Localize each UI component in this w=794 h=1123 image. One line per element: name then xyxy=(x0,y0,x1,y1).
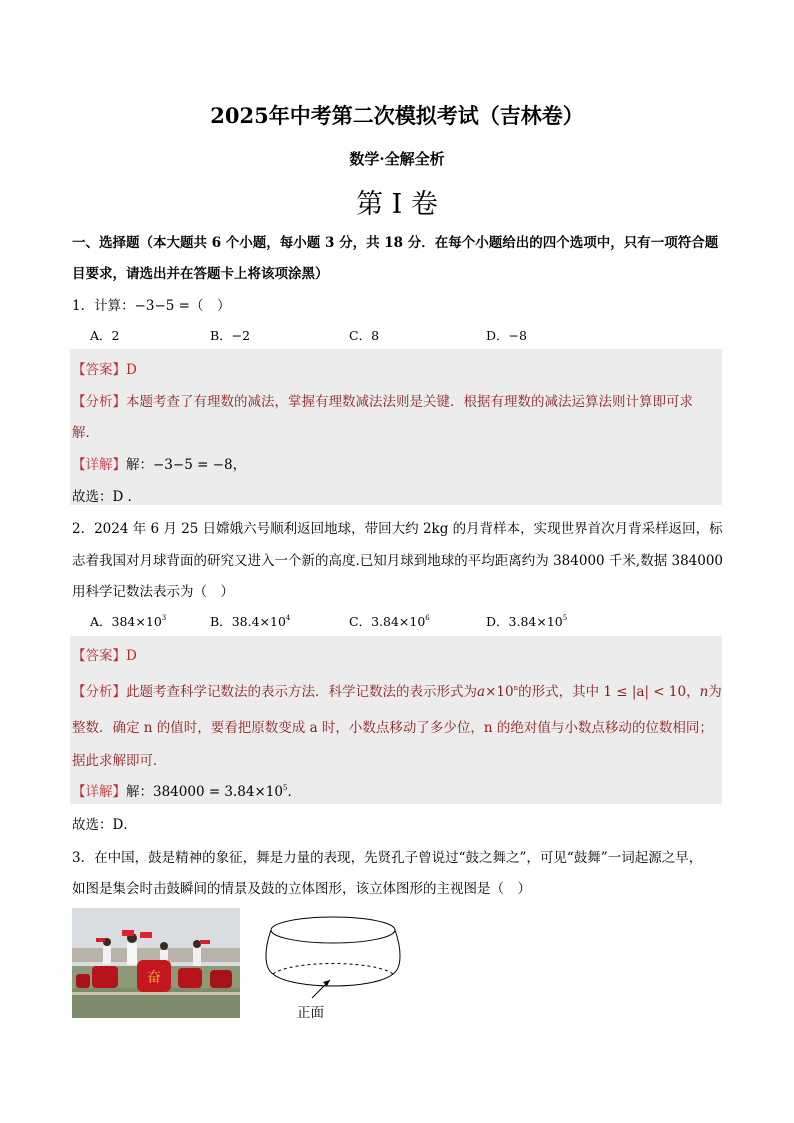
q1-detail: 【详解】解：−3−5 = −8， xyxy=(72,457,247,473)
q1-option-b: B．−2 xyxy=(210,328,251,343)
q3-stem-line2: 如图是集会时击鼓瞬间的情景及鼓的立体图形，该立体图形的主视图是（ ） xyxy=(72,881,531,897)
q1-analysis-line2: 解． xyxy=(72,425,99,441)
q2-option-b: B．$38.4\times 10^4$ xyxy=(210,614,291,629)
q1-option-c: C．8 xyxy=(349,328,380,343)
document-subtitle: 数学·全解全析 xyxy=(349,150,445,168)
q2-analysis-line1: 【分析】此题考查科学记数法的表示方法．科学记数法的表示形式为$a\times 10^n$的形式，其中 1 ≤ |a| < 10，n为 xyxy=(72,684,722,700)
q1-solution-block xyxy=(70,349,722,505)
q2-stem-line2: 志着我国对月球背面的研究又进入一个新的高度.已知月球到地球的平均距离约为 384000 千米,数据 384000 xyxy=(72,553,724,569)
q2-stem-line3: 用科学记数法表示为（ ） xyxy=(72,584,234,600)
q3-stem-line1: 3．在中国，鼓是精神的象征，舞是力量的表现，先贤孔子曾说过“鼓之舞之”，可见“鼓舞”一词起源之早， xyxy=(72,850,703,866)
q1-answer: 【答案】D xyxy=(72,362,137,378)
q2-option-d: D．$3.84\times 10^5$ xyxy=(486,614,568,629)
q2-option-a: A．$384\times 10^3$ xyxy=(90,614,167,629)
q2-detail: 【详解】解：$384000 = 3.84\times 10^5$． xyxy=(72,784,301,800)
q2-conclusion: 故选：D． xyxy=(72,817,137,833)
q1-conclusion: 故选：D ． xyxy=(72,489,142,505)
section-heading-line2: 目要求，请选出并在答题卡上将该项涂黑） xyxy=(72,266,329,282)
volume-heading: 第 I 卷 xyxy=(356,189,438,220)
drum-performance-illustration xyxy=(72,908,240,1018)
document-title: 2025年中考第二次模拟考试（吉林卷） xyxy=(210,103,584,128)
drum-3d-figure xyxy=(262,910,412,1020)
q2-answer: 【答案】D xyxy=(72,648,137,664)
section-heading-line1: 一、选择题（本大题共 6 个小题，每小题 3 分，共 18 分．在每个小题给出的四个选项中，只有一项符合题 xyxy=(72,235,719,251)
q2-analysis-line2: 整数．确定 n 的值时，要看把原数变成 a 时，小数点移动了多少位，n 的绝对值与小数点移动的位数相同； xyxy=(72,720,713,736)
drum-text: 奋 xyxy=(147,970,161,986)
figure-label-front: 正面 xyxy=(297,1005,324,1021)
q1-stem: 1．计算：−3−5 =（ ） xyxy=(72,298,231,314)
q1-option-d: D．−8 xyxy=(486,328,527,343)
q1-analysis-line1: 【分析】本题考查了有理数的减法，掌握有理数减法法则是关键．根据有理数的减法运算法则计算即可求 xyxy=(72,394,693,410)
q2-option-c: C．$3.84\times 10^6$ xyxy=(349,614,430,629)
q2-analysis-line3: 据此求解即可． xyxy=(72,753,167,769)
drum-performance-photo xyxy=(72,908,240,1018)
q1-option-a: A．2 xyxy=(90,328,120,343)
q2-stem-line1: 2．2024 年 6 月 25 日嫦娥六号顺利返回地球，带回大约 2kg 的月背样本，实现世界首次月背采样返回，标 xyxy=(72,521,723,537)
drum-solid-diagram xyxy=(262,910,412,1020)
